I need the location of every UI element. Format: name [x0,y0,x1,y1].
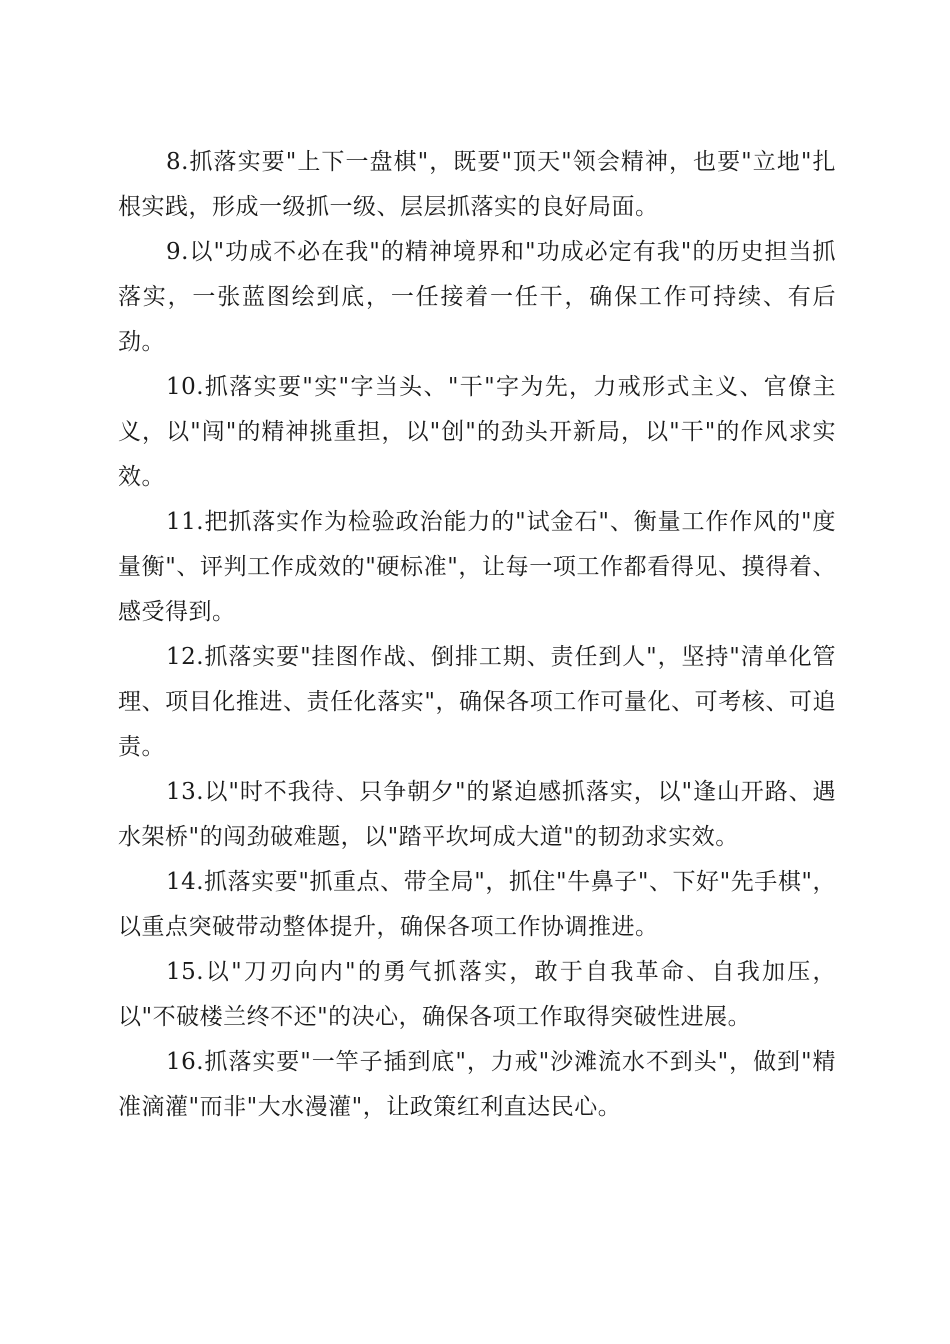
paragraph-16: 16.抓落实要"一竿子插到底"，力戒"沙滩流水不到头"，做到"精准滴灌"而非"大水漫灌"，让政策红利直达民心。 [118,1049,836,1120]
paragraph-9: 9.以"功成不必在我"的精神境界和"功成必定有我"的历史担当抓落实，一张蓝图绘到底，一任接着一任干，确保工作可持续、有后劲。 [118,239,836,355]
document-page [118,140,836,1130]
paragraph-12: 12.抓落实要"挂图作战、倒排工期、责任到人"，坚持"清单化管理、项目化推进、责任化落实"，确保各项工作可量化、可考核、可追责。 [118,644,836,760]
paragraph-13: 13.以"时不我待、只争朝夕"的紧迫感抓落实，以"逢山开路、遇水架桥"的闯劲破难题，以"踏平坎坷成大道"的韧劲求实效。 [118,779,836,850]
paragraph-11: 11.把抓落实作为检验政治能力的"试金石"、衡量工作作风的"度量衡"、评判工作成效的"硬标准"，让每一项工作都看得见、摸得着、感受得到。 [118,509,836,625]
paragraph-15: 15.以"刀刃向内"的勇气抓落实，敢于自我革命、自我加压，以"不破楼兰终不还"的决心，确保各项工作取得突破性进展。 [118,959,836,1030]
paragraph-8: 8.抓落实要"上下一盘棋"，既要"顶天"领会精神，也要"立地"扎根实践，形成一级抓一级、层层抓落实的良好局面。 [118,149,836,220]
paragraph-10: 10.抓落实要"实"字当头、"干"字为先，力戒形式主义、官僚主义，以"闯"的精神挑重担，以"创"的劲头开新局，以"干"的作风求实效。 [118,374,836,490]
paragraph-14: 14.抓落实要"抓重点、带全局"，抓住"牛鼻子"、下好"先手棋"，以重点突破带动整体提升，确保各项工作协调推进。 [118,869,836,940]
